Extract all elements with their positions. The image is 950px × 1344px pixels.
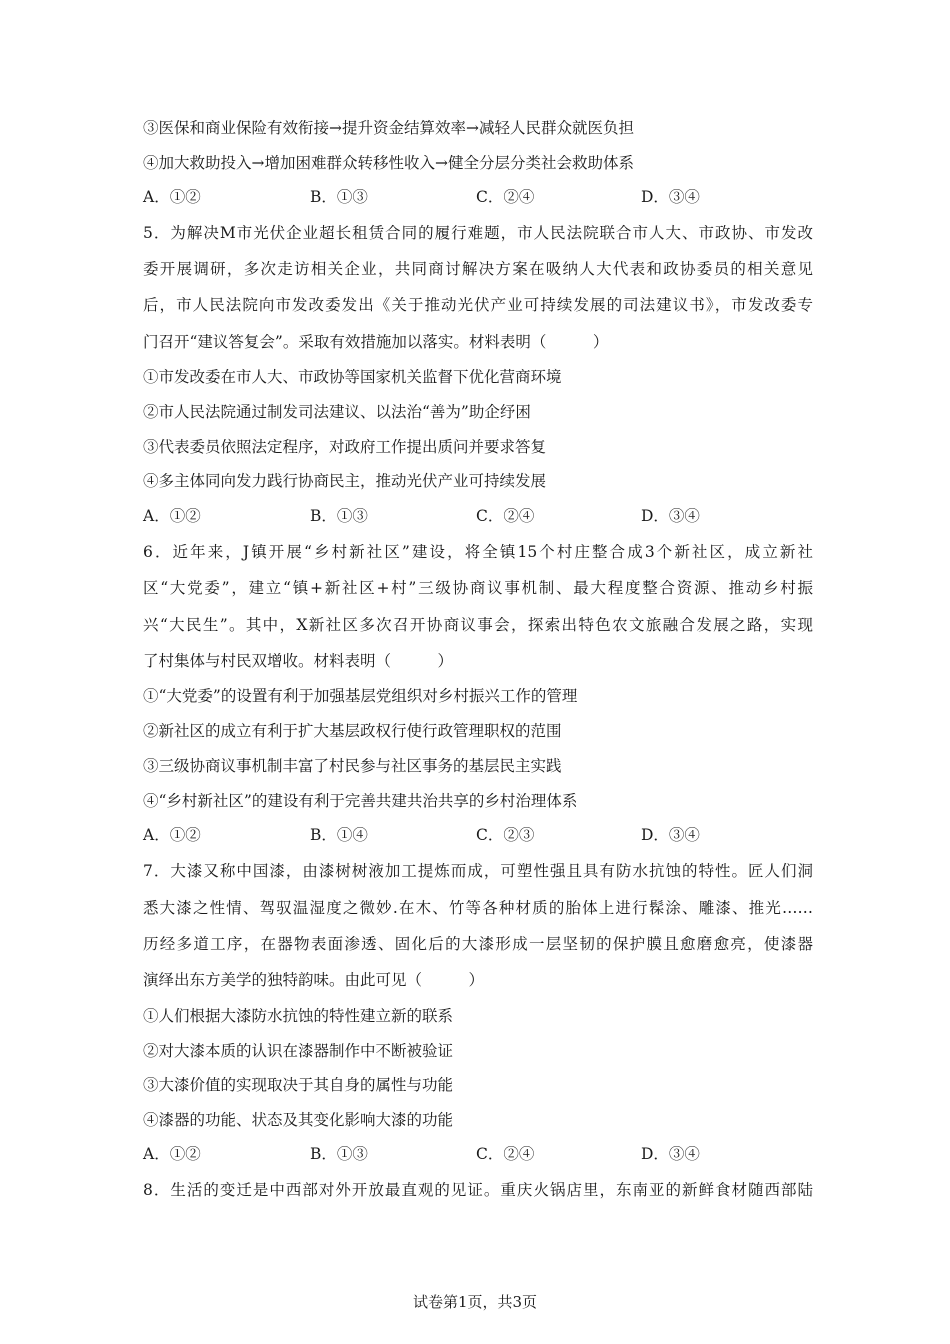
q7-choice-b: B．①③ (310, 1145, 368, 1163)
q6-option-1: ①“大党委”的设置有利于加强基层党组织对乡村振兴工作的管理 (143, 687, 578, 705)
q6-choice-b: B．①④ (310, 826, 368, 844)
q6-choice-a: A．①② (143, 826, 201, 844)
q6-stem-line-2: 区“大党委”，建立“镇+新社区+村”三级协商议事机制、最大程度整合资源、推动乡村振 (143, 579, 813, 597)
q6-choices (143, 825, 813, 845)
q4-choice-d: D．③④ (641, 188, 700, 206)
page-footer: 试卷第1页，共3页 (412, 1293, 538, 1311)
q5-stem-line-4: 门召开“建议答复会”。采取有效措施加以落实。材料表明（ ） (143, 333, 609, 351)
q7-stem-line-3: 历经多道工序，在器物表面渗透、固化后的大漆形成一层坚韧的保护膜且愈磨愈亮，使漆器 (143, 935, 813, 953)
q5-choices (143, 506, 813, 526)
q8-stem-line-1: 8．生活的变迁是中西部对外开放最直观的见证。重庆火锅店里，东南亚的新鲜食材随西部陆 (143, 1181, 813, 1199)
q7-choices (143, 1144, 813, 1164)
q7-option-1: ①人们根据大漆防水抗蚀的特性建立新的联系 (143, 1007, 454, 1025)
q5-option-3: ③代表委员依照法定程序，对政府工作提出质问并要求答复 (143, 438, 547, 456)
q4-choice-a: A．①② (143, 188, 201, 206)
q7-option-3: ③大漆价值的实现取决于其自身的属性与功能 (143, 1076, 454, 1094)
q6-choice-c: C．②③ (476, 826, 535, 844)
q7-option-2: ②对大漆本质的认识在漆器制作中不断被验证 (143, 1042, 454, 1060)
q5-option-2: ②市人民法院通过制发司法建议、以法治“善为”助企纾困 (143, 403, 531, 421)
q6-stem-line-3: 兴“大民生”。其中，X新社区多次召开协商议事会，探索出特色农文旅融合发展之路，实现 (143, 616, 813, 634)
q5-stem-line-2: 委开展调研，多次走访相关企业，共同商讨解决方案在吸纳人大代表和政协委员的相关意见 (143, 260, 813, 278)
q6-option-4: ④“乡村新社区”的建设有利于完善共建共治共享的乡村治理体系 (143, 792, 578, 810)
q7-stem-line-4: 演绎出东方美学的独特韵味。由此可见（ ） (143, 971, 485, 989)
q7-choice-a: A．①② (143, 1145, 201, 1163)
q5-choice-a: A．①② (143, 507, 201, 525)
q6-option-2: ②新社区的成立有利于扩大基层政权行使行政管理职权的范围 (143, 722, 562, 740)
q4-option-3: ③医保和商业保险有效衔接→提升资金结算效率→减轻人民群众就医负担 (143, 119, 634, 137)
q4-choices (143, 187, 813, 207)
q5-choice-b: B．①③ (310, 507, 368, 525)
q5-option-1: ①市发改委在市人大、市政协等国家机关监督下优化营商环境 (143, 368, 562, 386)
q7-stem-line-2: 悉大漆之性情、驾驭温湿度之微妙.在木、竹等各种材质的胎体上进行髹涂、雕漆、推光…… (143, 899, 813, 917)
q5-choice-d: D．③④ (641, 507, 700, 525)
q4-choice-b: B．①③ (310, 188, 368, 206)
q5-stem-line-1: 5．为解决M市光伏企业超长租赁合同的履行难题，市人民法院联合市人大、市政协、市发改 (143, 224, 813, 242)
q6-stem-line-4: 了村集体与村民双增收。材料表明（ ） (143, 652, 454, 670)
q5-choice-c: C．②④ (476, 507, 535, 525)
q4-choice-c: C．②④ (476, 188, 535, 206)
q5-stem-line-3: 后，市人民法院向市发改委发出《关于推动光伏产业可持续发展的司法建议书》，市发改委专 (143, 296, 813, 314)
q4-option-4: ④加大救助投入→增加困难群众转移性收入→健全分层分类社会救助体系 (143, 154, 634, 172)
q7-stem-line-1: 7．大漆又称中国漆，由漆树树液加工提炼而成，可塑性强且具有防水抗蚀的特性。匠人们洞 (143, 862, 813, 880)
q6-option-3: ③三级协商议事机制丰富了村民参与社区事务的基层民主实践 (143, 757, 562, 775)
q7-choice-d: D．③④ (641, 1145, 700, 1163)
q5-option-4: ④多主体同向发力践行协商民主，推动光伏产业可持续发展 (143, 472, 547, 490)
q6-stem-line-1: 6．近年来，J镇开展“乡村新社区”建设，将全镇15个村庄整合成3个新社区，成立新社 (143, 543, 813, 561)
q6-choice-d: D．③④ (641, 826, 700, 844)
q7-choice-c: C．②④ (476, 1145, 535, 1163)
q7-option-4: ④漆器的功能、状态及其变化影响大漆的功能 (143, 1111, 454, 1129)
